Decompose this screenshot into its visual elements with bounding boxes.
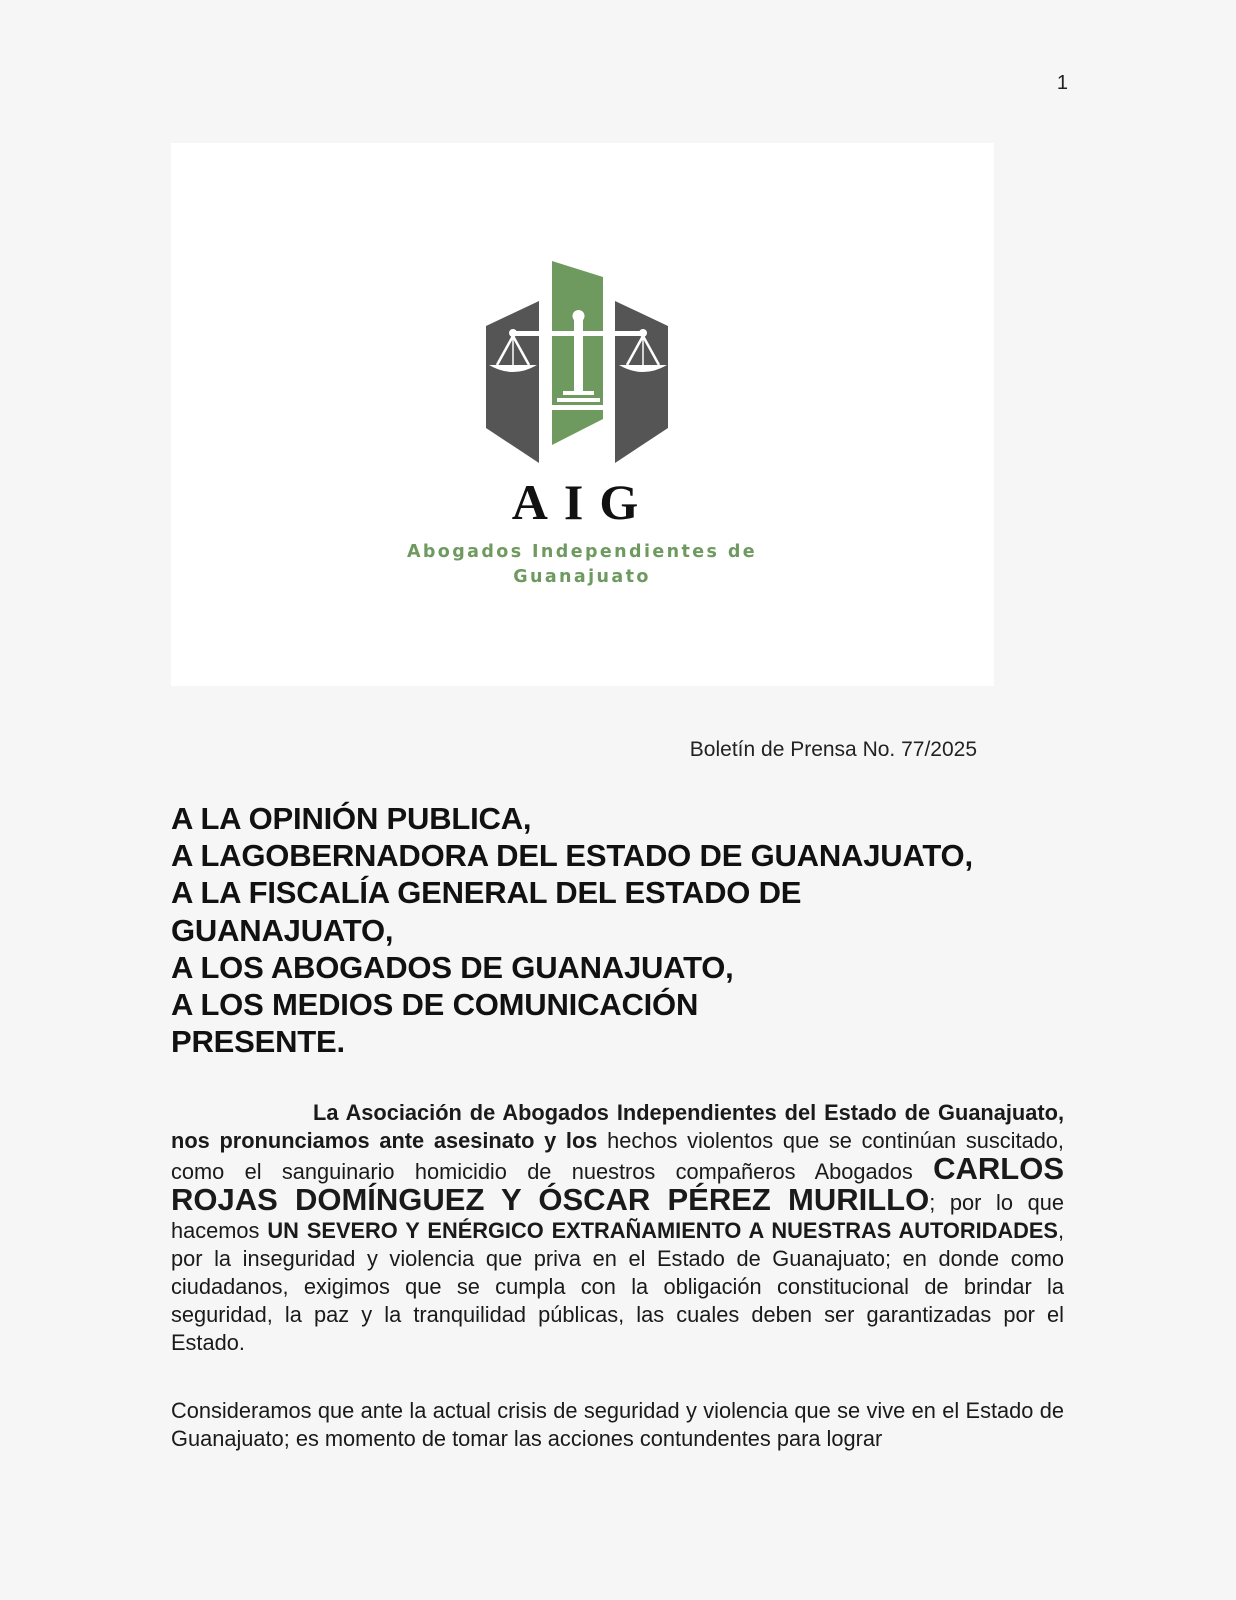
- paragraph-1-text2: ; por lo que hacemos: [171, 1190, 1064, 1243]
- paragraph-1-text1: hechos violentos que se continúan suscitado, como el sanguinario homicidio de nuestros compañeros Abogados: [171, 1128, 1064, 1184]
- logo-acronym: AIG: [511, 474, 655, 530]
- victim-names: CARLOS ROJAS DOMÍNGUEZ Y ÓSCAR PÉREZ MURILLO: [171, 1151, 1064, 1217]
- addressee-line: A LA FISCALÍA GENERAL DEL ESTADO DE: [171, 875, 802, 911]
- paragraph-2: Consideramos que ante la actual crisis de seguridad y violencia que se vive en el Estado de Guanajuato; es momento de tomar las acciones contundentes para lograr: [171, 1398, 1064, 1451]
- scales-of-justice-icon: [171, 143, 994, 686]
- logo-name-line2: Guanajuato: [513, 567, 651, 587]
- bulletin-number: Boletín de Prensa No. 77/2025: [689, 738, 977, 761]
- addressee-list: [171, 800, 1071, 1060]
- paragraph-1: [171, 1099, 1064, 1357]
- addressee-line: A LAGOBERNADORA DEL ESTADO DE GUANAJUATO,: [171, 838, 973, 874]
- addressee-line: PRESENTE.: [171, 1024, 345, 1060]
- logo-name-line1: Abogados Independientes de: [406, 542, 758, 562]
- addressee-line: A LOS ABOGADOS DE GUANAJUATO,: [171, 949, 734, 985]
- addressee-line: GUANAJUATO,: [171, 912, 394, 948]
- logo: [171, 143, 994, 686]
- intro-bold: La Asociación de Abogados Independientes del Estado de Guanajuato, nos pronunciamos ante asesinato y los: [171, 1100, 1064, 1153]
- page-number: 1: [1056, 72, 1068, 94]
- paragraph-1-text3: , por la inseguridad y violencia que priva en el Estado de Guanajuato; en donde como ciudadanos, exigimos que se cumpla con la obligación constitucional de brindar la seguridad, la paz y la tranquilidad públicas, las cuales deben ser garantizadas por el Estado.: [171, 1218, 1065, 1355]
- addressee-line: A LOS MEDIOS DE COMUNICACIÓN: [171, 987, 699, 1023]
- demand-emphasis: UN SEVERO Y ENÉRGICO EXTRAÑAMIENTO A NUESTRAS AUTORIDADES: [267, 1218, 1058, 1243]
- addressee-line: A LA OPINIÓN PUBLICA,: [171, 801, 532, 836]
